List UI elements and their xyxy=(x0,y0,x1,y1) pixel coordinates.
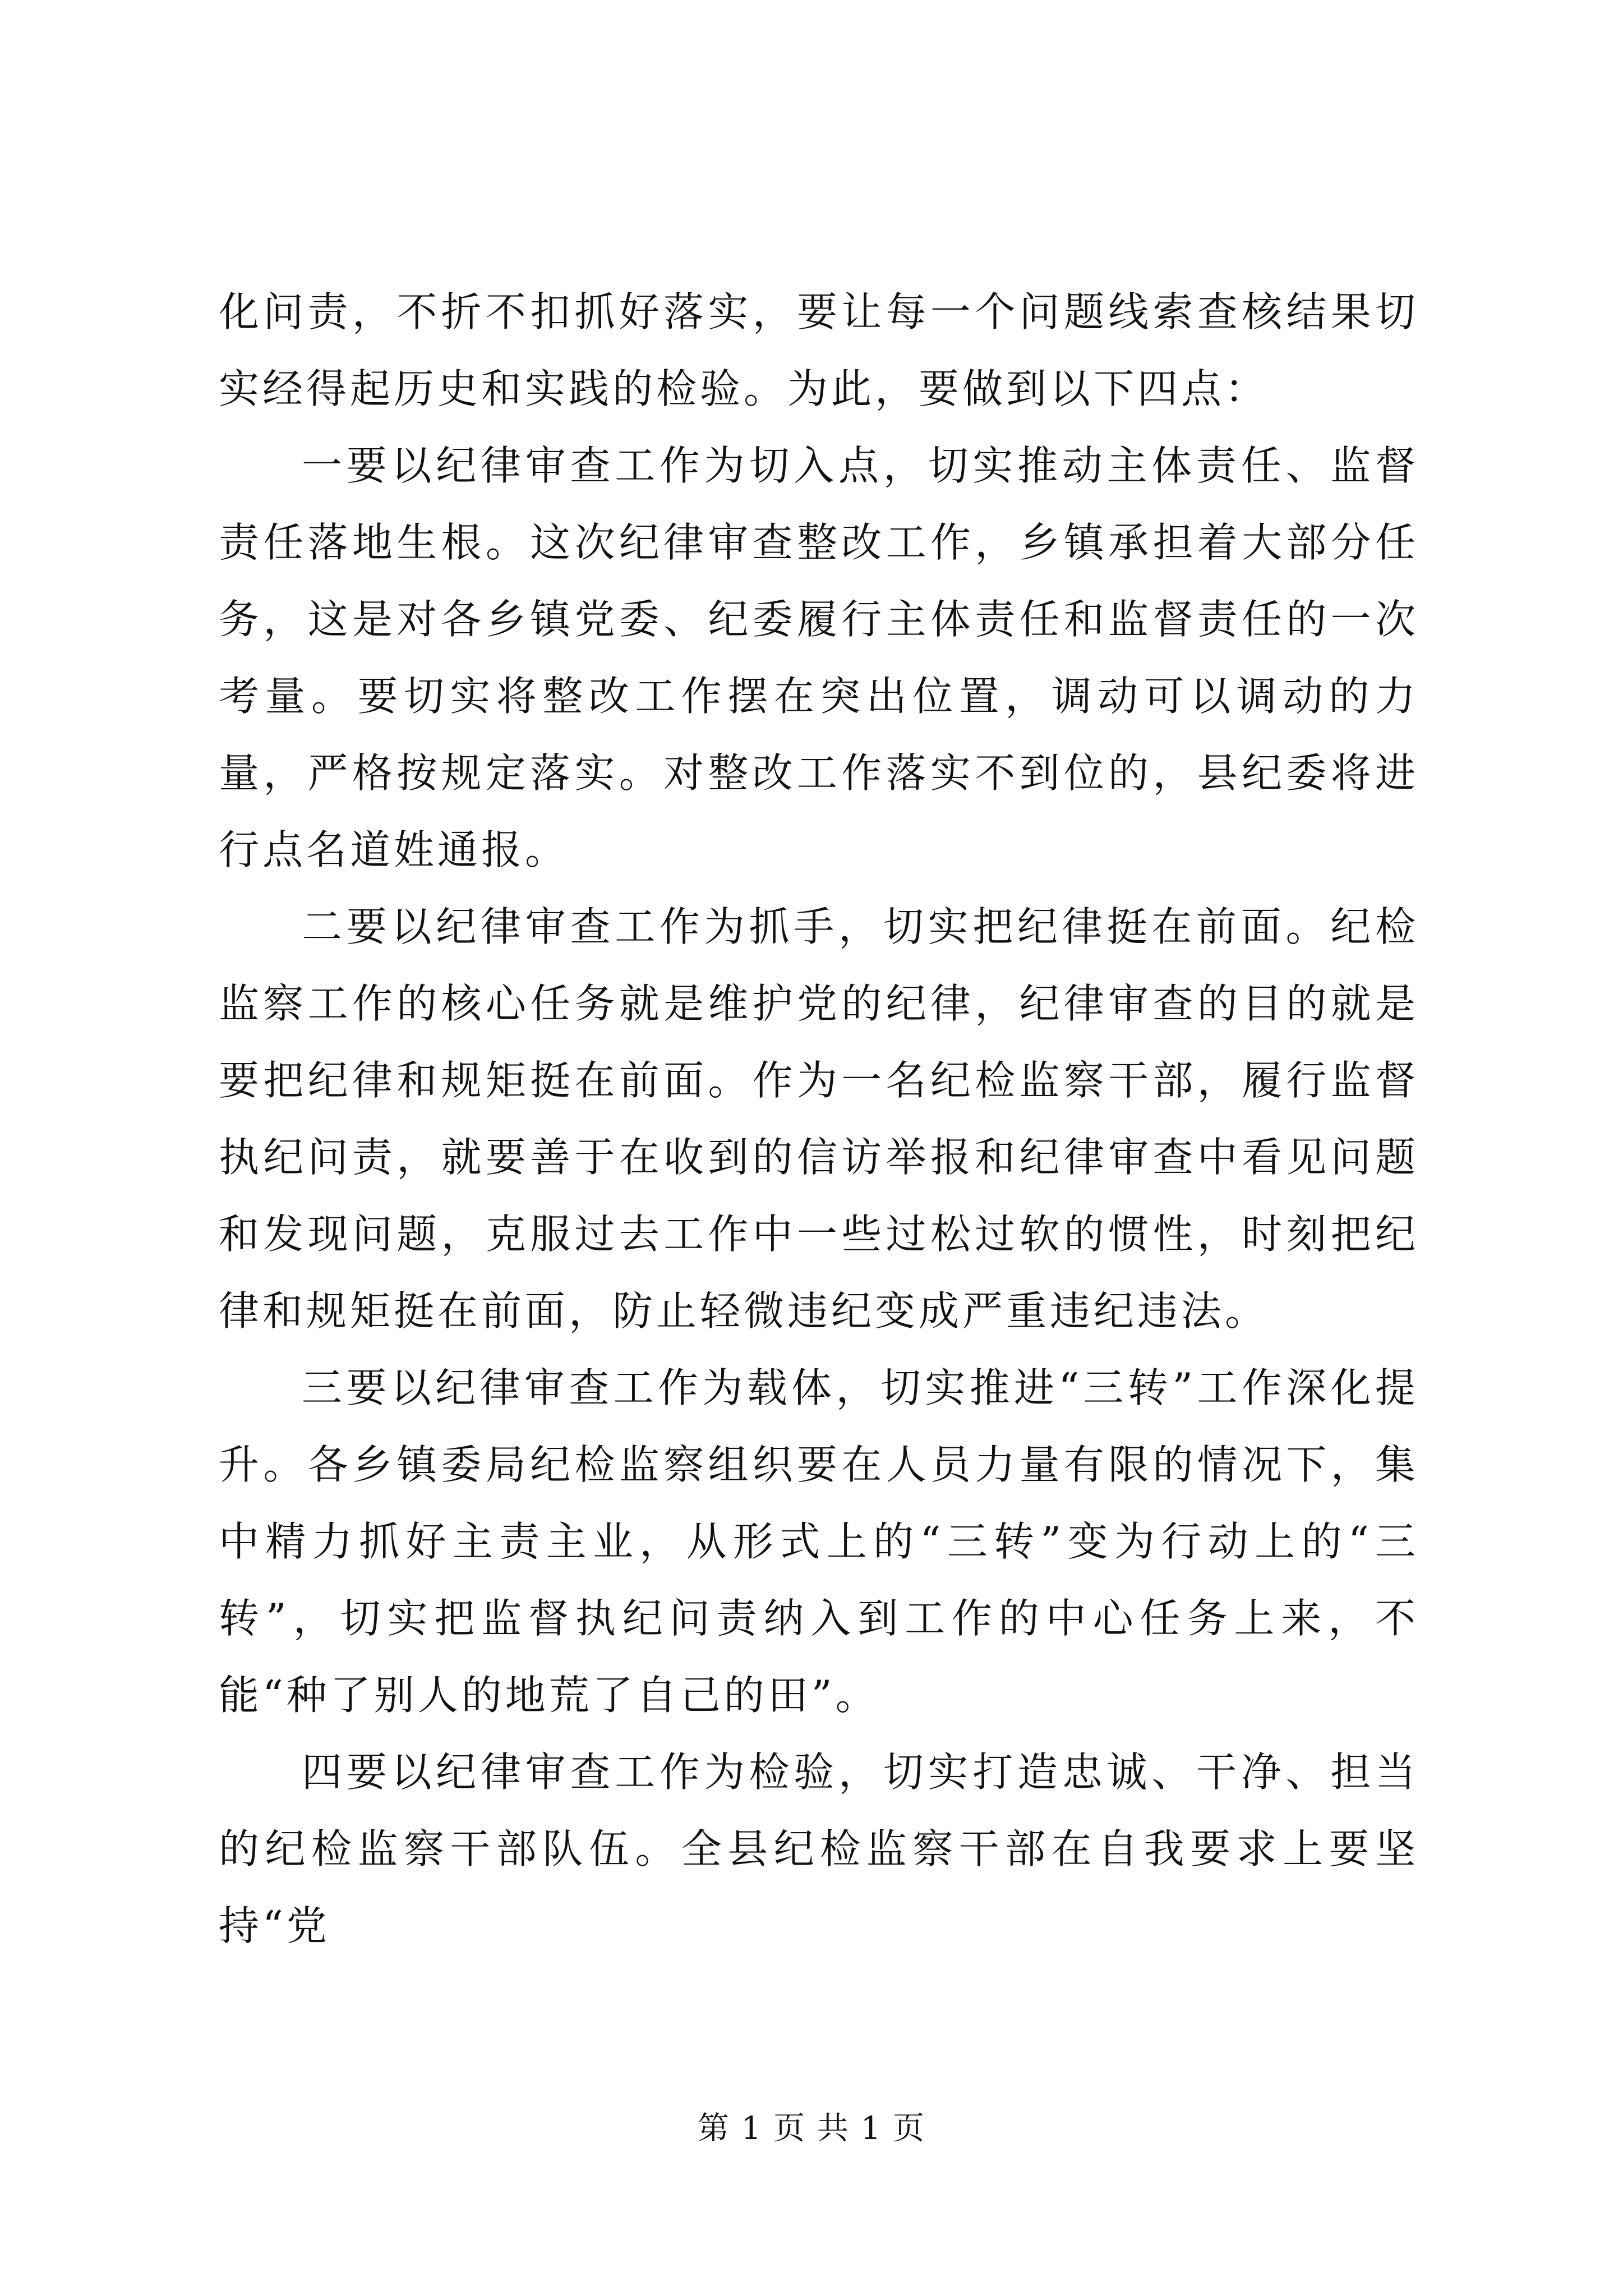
paragraph-point-one: 一要以纪律审查工作为切入点，切实推动主体责任、监督责任落地生根。这次纪律审查整改工作，乡镇承担着大部分任务，这是对各乡镇党委、纪委履行主体责任和监督责任的一次考量。要切实将整改工作摆在突出位置，调动可以调动的力量，严格按规定落实。对整改工作落实不到位的，县纪委将进行点名道姓通报。 xyxy=(219,442,1419,873)
page-number-footer: 第 1 页 共 1 页 xyxy=(697,2110,926,2147)
paragraph-point-three: 三要以纪律审查工作为载体，切实推进“三转”工作深化提升。各乡镇委局纪检监察组织要在人员力量有限的情况下，集中精力抓好主责主业，从形式上的“三转”变为行动上的“三转”，切实把监督执纪问责纳入到工作的中心任务上来，不能“种了别人的地荒了自己的田”。 xyxy=(219,1364,1419,1719)
document-body xyxy=(219,274,1419,1964)
paragraph-point-two: 二要以纪律审查工作为抓手，切实把纪律挺在前面。纪检监察工作的核心任务就是维护党的纪律，纪律审查的目的就是要把纪律和规矩挺在前面。作为一名纪检监察干部，履行监督执纪问责，就要善于在收到的信访举报和纪律审查中看见问题和发现问题，克服过去工作中一些过松过软的惯性，时刻把纪律和规矩挺在前面，防止轻微违纪变成严重违纪违法。 xyxy=(219,903,1419,1335)
paragraph-point-four: 四要以纪律审查工作为检验，切实打造忠诚、干净、担当的纪检监察干部队伍。全县纪检监察干部在自我要求上要坚持“党 xyxy=(219,1749,1419,1949)
paragraph-continuation: 化问责，不折不扣抓好落实，要让每一个问题线索查核结果切实经得起历史和实践的检验。为此，要做到以下四点： xyxy=(219,288,1419,412)
